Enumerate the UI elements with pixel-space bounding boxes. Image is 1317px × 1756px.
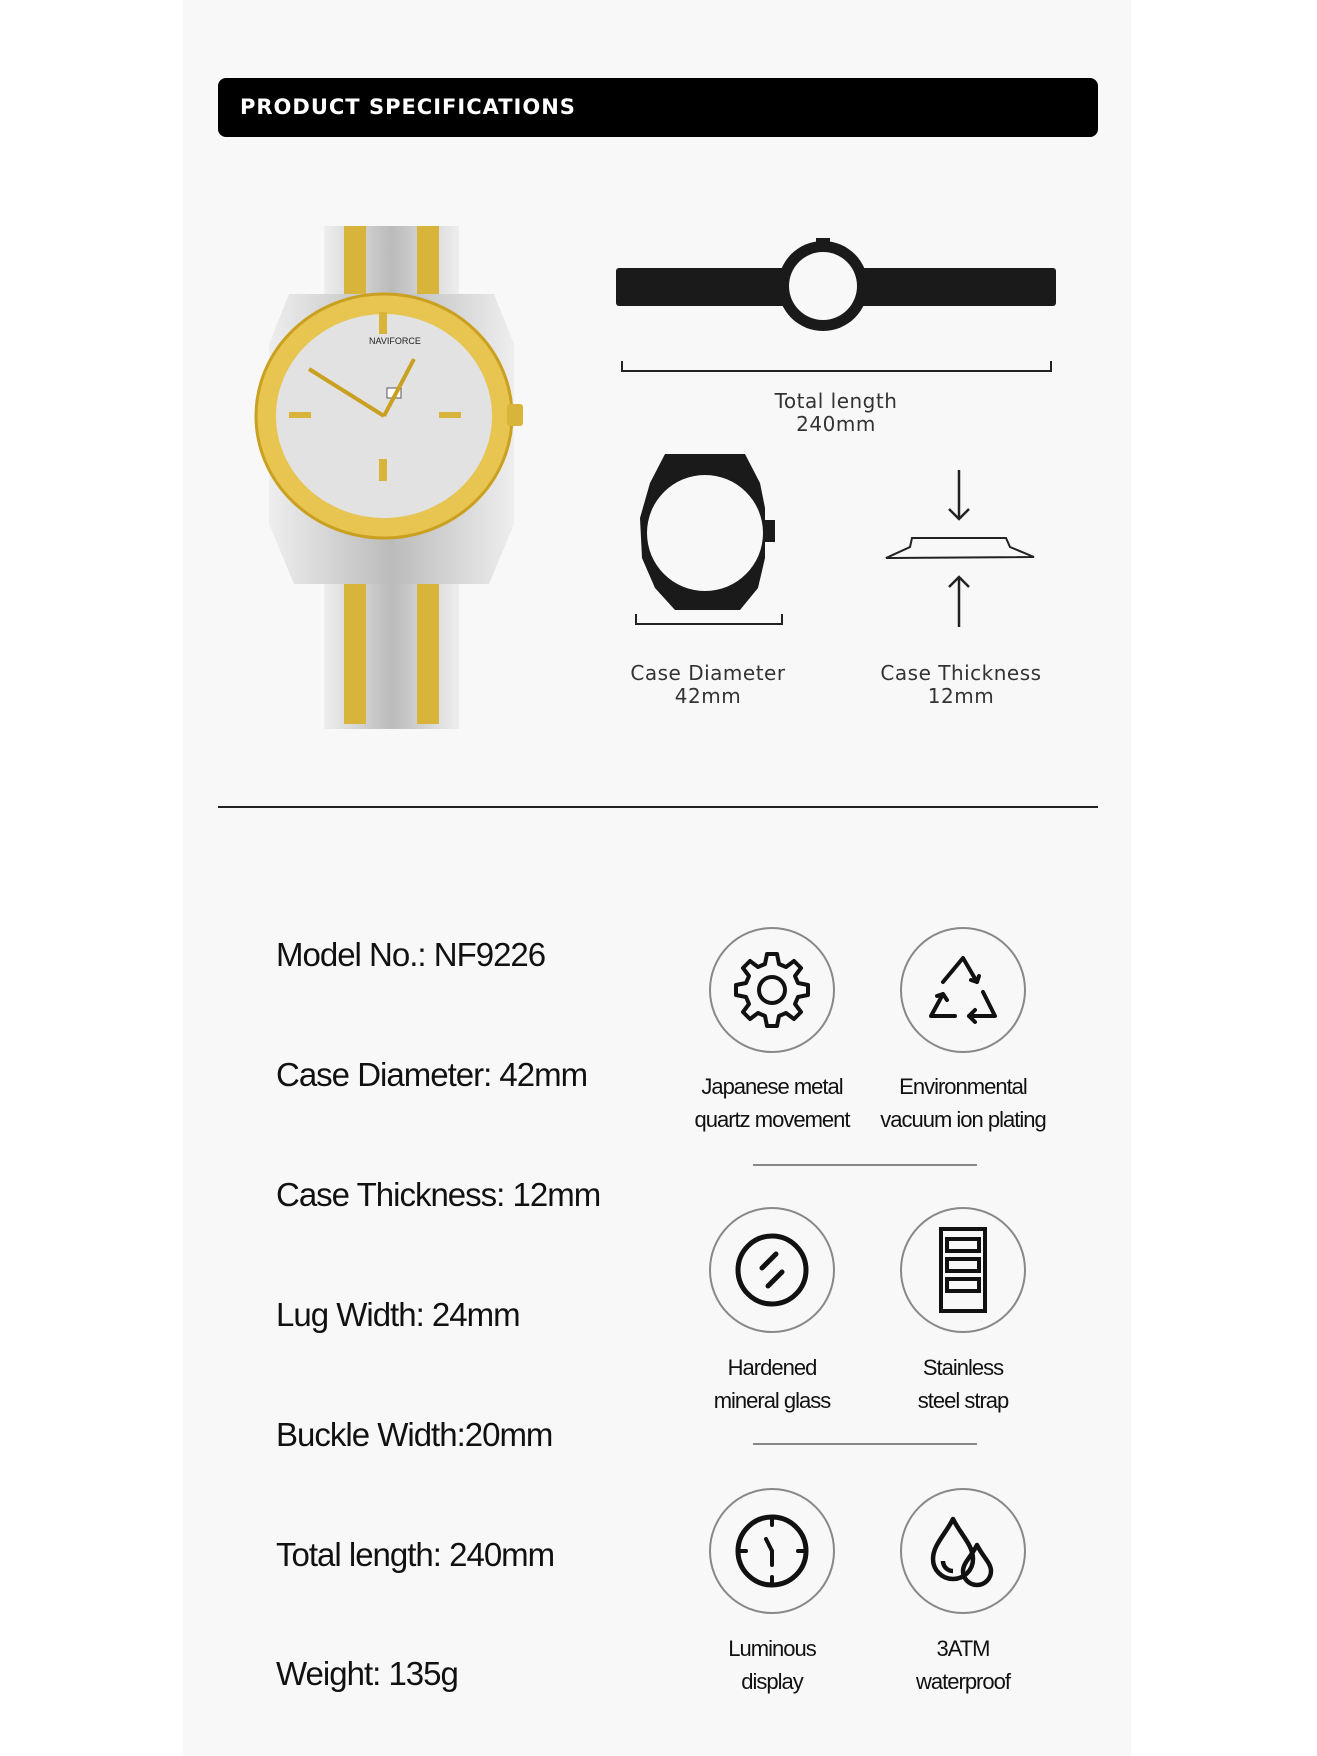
spec-lug-width: Lug Width: 24mm [276,1296,520,1333]
feature-divider [753,1443,977,1445]
feature-label-luminous: Luminous display [728,1636,816,1694]
glass-icon [709,1207,835,1333]
arrow-up-icon [949,577,969,627]
case-thickness-diagram [880,465,1040,630]
spec-model-number: Model No.: NF9226 [276,936,546,973]
watch-product-image [249,224,539,729]
case-diameter-label: Case Diameter 42mm [630,661,786,708]
gear-icon [709,927,835,1053]
spec-total-length: Total length: 240mm [276,1536,555,1573]
case-thickness-label: Case Thickness 12mm [880,661,1042,708]
feature-divider [753,1164,977,1166]
feature-label-glass: Hardened mineral glass [713,1355,831,1413]
section-divider [218,806,1098,808]
arrow-down-icon [949,470,969,519]
feature-label-plating: Environmental vacuum ion plating [880,1074,1046,1132]
feature-label-strap: Stainless steel strap [917,1355,1009,1413]
feature-label-waterproof: 3ATM waterproof [916,1636,1010,1694]
recycle-icon [900,927,1026,1053]
spec-weight: Weight: 135g [276,1655,458,1692]
section-header: PRODUCT SPECIFICATIONS [218,78,1098,137]
spec-case-diameter: Case Diameter: 42mm [276,1056,588,1093]
water-drops-icon [900,1488,1026,1614]
case-diameter-diagram [630,448,790,630]
total-length-label: Total length 240mm [774,389,898,436]
spec-buckle-width: Buckle Width:20mm [276,1416,553,1453]
total-length-diagram [616,236,1056,376]
spec-case-thickness: Case Thickness: 12mm [276,1176,601,1213]
clock-icon [709,1488,835,1614]
strap-icon [900,1207,1026,1333]
feature-label-movement: Japanese metal quartz movement [694,1074,850,1132]
brand-logo: NAVIFORCE [369,336,421,346]
